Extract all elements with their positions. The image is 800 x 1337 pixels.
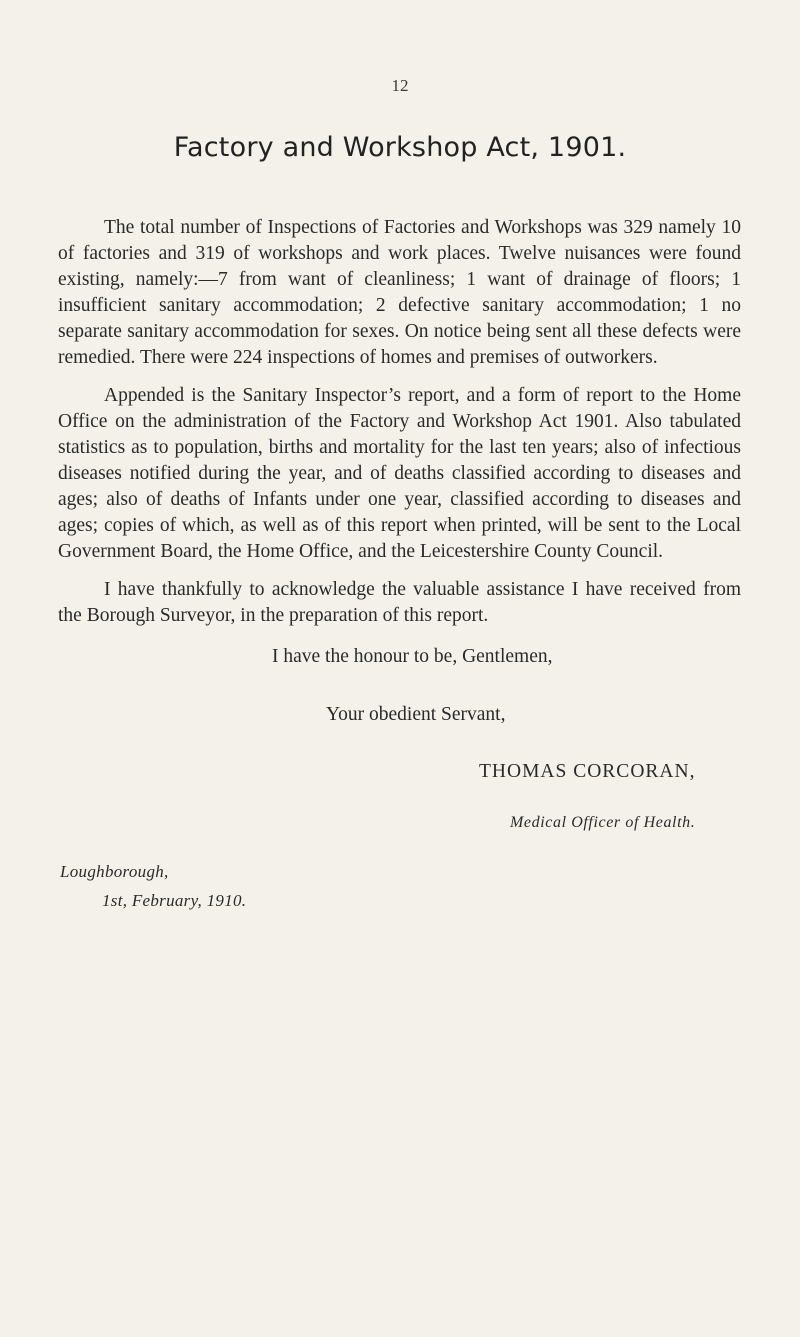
signature-name: THOMAS CORCORAN, — [479, 761, 696, 782]
paragraph-appended-reports: Appended is the Sanitary Inspector’s report, and a form of report to the Home Office on the administration of the Factory and Workshop Act 1901. Also tabulated statistics as to population, births and mortality for the last ten years; also of infectious diseases notified during the year, and of deaths classified according to diseases and ages; also of deaths of Infants under one year, classified according to diseases and ages; copies of which, as well as of this report when printed, will be sent to the Local Government Board, the Home Office, and the Leicestershire County Council. — [58, 385, 741, 562]
section-heading: Factory and Workshop Act, 1901. — [173, 132, 627, 163]
place-line: Loughborough, — [60, 862, 169, 881]
signature-title: Medical Officer of Health. — [510, 814, 696, 831]
paragraph-acknowledgement: I have thankfully to acknowledge the valuable assistance I have received from the Borough Surveyor, in the preparation of this report. — [58, 579, 741, 626]
closing-line-honour: I have the honour to be, Gentlemen, — [272, 646, 553, 667]
page-number: 12 — [391, 76, 409, 95]
closing-line-servant: Your obedient Servant, — [326, 704, 506, 725]
paragraph-inspections: The total number of Inspections of Factories and Workshops was 329 namely 10 of factories and 319 of workshops and work places. Twelve nuisances were found existing, namely:—7 from want of cleanliness; 1 want of drainage of floors; 1 insufficient sanitary accommodation; 2 defective sanitary accommodation; 1 no separate sanitary accommodation for sexes. On notice being sent all these defects were remedied. There were 224 inspections of homes and premises of outworkers. — [58, 217, 741, 368]
date-line: 1st, February, 1910. — [102, 891, 247, 910]
body-text — [58, 215, 741, 641]
